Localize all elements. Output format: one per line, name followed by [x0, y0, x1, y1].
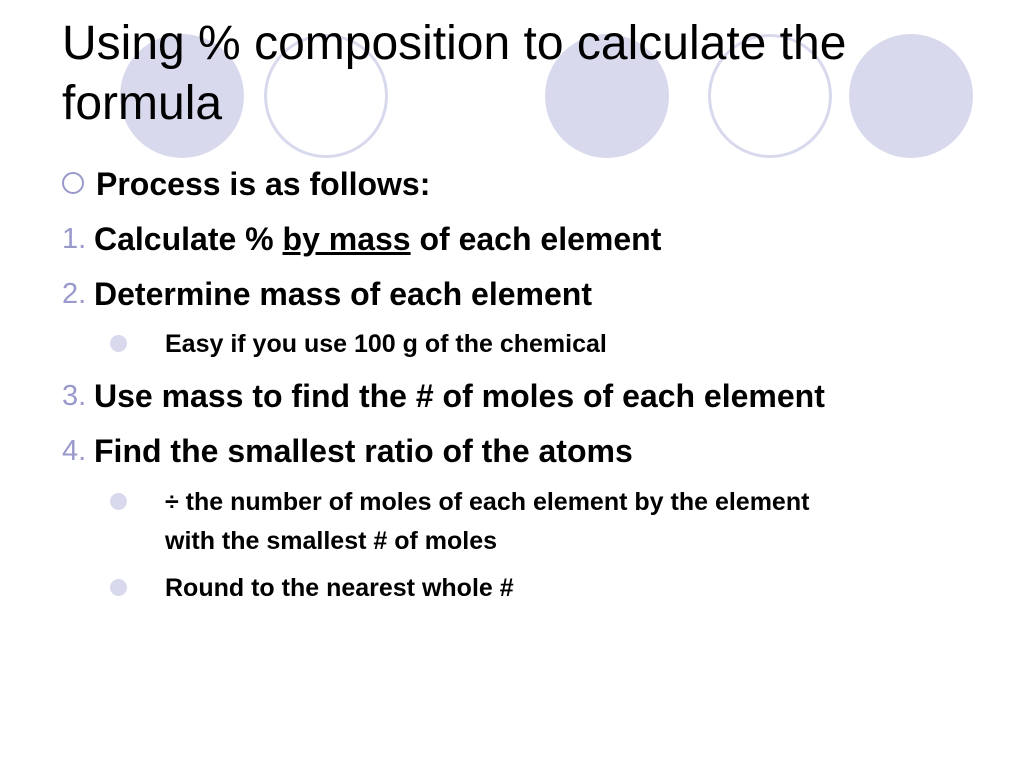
- subpoint-4-2-text: Round to the nearest whole #: [165, 574, 514, 602]
- step-text-4: Find the smallest ratio of the atoms: [94, 433, 633, 469]
- step-item-4: [62, 431, 962, 471]
- subpoint-2-1-text: Easy if you use 100 g of the chemical: [165, 330, 607, 358]
- subpoint-4-1-text: ÷ the number of moles of each element by the element: [165, 488, 810, 516]
- subpoint-2-1: [62, 324, 962, 364]
- step-text-3: Use mass to find the # of moles of each element: [94, 378, 825, 414]
- step-number-2: 2.: [62, 278, 87, 310]
- step-number-3: 3.: [62, 380, 87, 412]
- subpoint-4-2: [62, 568, 962, 608]
- intro-item: [62, 164, 962, 204]
- step-text-1-after: of each element: [410, 221, 662, 257]
- step-text-1-before: Calculate %: [94, 221, 283, 257]
- ring-bullet-icon: [62, 172, 84, 194]
- step-number-4: 4.: [62, 435, 87, 467]
- subpoint-4-1-continued: [62, 521, 1012, 561]
- intro-text: Process is as follows:: [96, 166, 431, 202]
- step-number-1: 1.: [62, 223, 87, 255]
- dot-bullet-icon: [110, 335, 127, 352]
- dot-bullet-icon: [110, 493, 127, 510]
- dot-bullet-icon: [110, 579, 127, 596]
- step-item-2: [62, 274, 962, 314]
- slide-title-line-2: formula: [62, 77, 223, 130]
- step-text-2: Determine mass of each element: [94, 276, 592, 312]
- step-text-1-underlined: by mass: [282, 221, 411, 257]
- slide-title-line-1: Using % composition to calculate the: [62, 17, 847, 70]
- step-item-3: [62, 376, 982, 416]
- subpoint-4-1-text-continued: with the smallest # of moles: [165, 527, 498, 555]
- subpoint-4-1: [62, 482, 1012, 522]
- slide-title: [62, 14, 1002, 134]
- step-text-1: [94, 219, 661, 259]
- step-item-1: [62, 219, 962, 259]
